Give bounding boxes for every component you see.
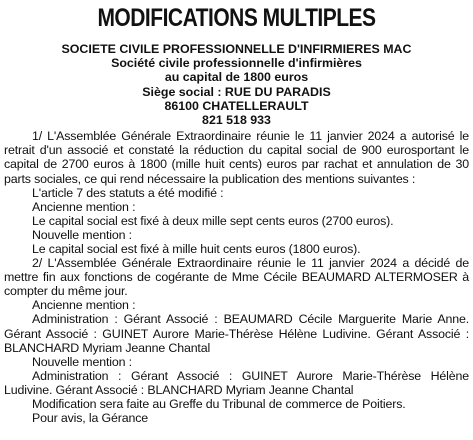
company-header	[4, 42, 469, 127]
notice-title: MODIFICATIONS MULTIPLES	[97, 4, 376, 32]
company-city: 86100 CHATELLERAULT	[164, 98, 309, 113]
paragraph-manager-change: 2/ L'Assemblée Générale Extraordinaire réunie le 11 janvier 2024 a décidé de mettre fin aux fonctions de cogérante de Mme Cécile BEAUMARD ALTERMOSER à compter du même jour.	[4, 256, 469, 299]
legal-notice	[4, 0, 469, 425]
company-registration: 821 518 933	[202, 113, 271, 128]
paragraph-old-administration: Administration : Gérant Associé : BEAUMARD Cécile Marguerite Marie Anne. Gérant Associé : GUINET Aurore Marie-Thérèse Hélène Ludivine. Gérant Associé : BLANCHARD Myriam Jeanne Chantal	[4, 312, 469, 355]
paragraph-old-capital: Le capital social est fixé à deux mille sept cents euros (2700 euros).	[32, 213, 394, 228]
paragraph-old-mention-label: Ancienne mention :	[32, 199, 136, 214]
paragraph-capital-reduction: 1/ L'Assemblée Générale Extraordinaire réunie le 11 janvier 2024 a autorisé le retrait d'un associé et constaté la réduction du capital social de 900 eurosportant le capital de 2700 euros à 1800 (mille huit cents) euros par rachat et annulation de 30 parts sociales, ce qui rend nécessaire la publication des mentions suivantes :	[4, 129, 469, 186]
paragraph-new-administration: Administration : Gérant Associé : GUINET Aurore Marie-Thérèse Hélène Ludivine. Gérant Associé : BLANCHARD Myriam Jeanne Chantal	[4, 368, 469, 397]
company-name: SOCIETE CIVILE PROFESSIONNELLE D'INFIRMIERES MAC	[61, 42, 412, 56]
company-address: Siège social : RUE DU PARADIS	[142, 84, 331, 99]
paragraph-new-mention-label-2: Nouvelle mention :	[32, 354, 132, 369]
notice-body	[4, 129, 469, 425]
paragraph-registry: Modification sera faite au Greffe du Tribunal de commerce de Poitiers.	[32, 397, 406, 411]
paragraph-old-mention-label-2: Ancienne mention :	[32, 298, 136, 313]
paragraph-new-mention-label: Nouvelle mention :	[32, 227, 132, 242]
company-form: Société civile professionnelle d'infirmières	[111, 56, 362, 71]
paragraph-new-capital: Le capital social est fixé à mille huit cents euros (1800 euros).	[32, 241, 361, 256]
paragraph-signature: Pour avis, la Gérance	[32, 411, 148, 426]
company-capital: au capital de 1800 euros	[164, 70, 309, 85]
paragraph-article-modified: L'article 7 des statuts a été modifié :	[32, 185, 224, 200]
